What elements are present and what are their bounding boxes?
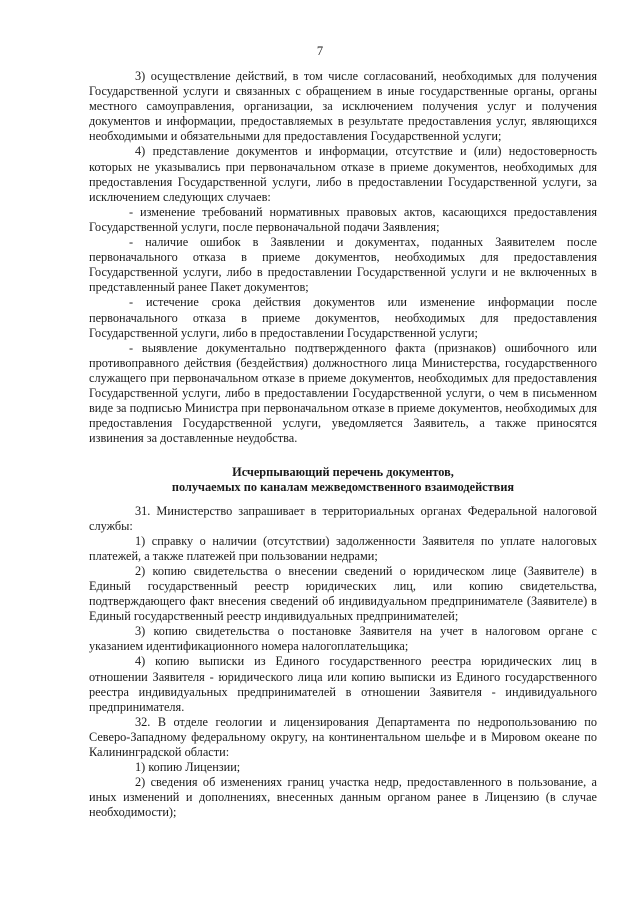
page-number: 7 [316,44,324,58]
paragraph-31-item-3: 3) копию свидетельства о постановке Заявителя на учет в налоговом органе с указанием идентификационного номера налогоплательщика; [89,624,597,654]
exception-item-1: - изменение требований нормативных правовых актов, касающихся предоставления Государственной услуги, после первоначальной подачи Заявления; [89,204,597,234]
section-heading-line-1: Исчерпывающий перечень документов, [232,465,454,480]
paragraph-31: 31. Министерство запрашивает в территориальных органах Федеральной налоговой службы: [89,503,597,533]
paragraph-item-3: 3) осуществление действий, в том числе согласований, необходимых для получения Государственной услуги и связанных с обращением в иные государственные органы, органы местного самоуправления, организации, за исключением получения услуг и получения документов и информации, предоставляемых в результате предоставления услуг, являющихся необходимыми и обязательными для предоставления Государственной услуги; [89,69,597,144]
exception-item-2: - наличие ошибок в Заявлении и документах, поданных Заявителем после первоначального отказа в приеме документов, необходимых для предоставления Государственной услуги, либо в предоставлении Государственной услуги и не включенных в представленный ранее Пакет документов; [89,235,597,295]
paragraph-31-item-4: 4) копию выписки из Единого государственного реестра юридических лиц в отношении Заявителя - юридического лица или копию выписки из Единого государственного реестра индивидуальных предпринимателей в отношении Заявителя - индивидуального предпринимателя. [89,654,597,714]
section-heading [89,465,597,495]
paragraph-31-item-1: 1) справку о наличии (отсутствии) задолженности Заявителя по уплате налоговых платежей, а также платежей при пользовании недрами; [89,533,597,563]
paragraph-item-4: 4) представление документов и информации, отсутствие и (или) недостоверность которых не указывались при первоначальном отказе в приеме документов, необходимых для предоставления Государственной услуги, либо в предоставлении Государственной услуги, за исключением следующих случаев: [89,144,597,204]
exception-item-4: - выявление документально подтвержденного факта (признаков) ошибочного или противоправного действия (бездействия) должностного лица Министерства, государственного служащего при первоначальном отказе в приеме документов, необходимых для предоставления Государственной услуги, либо в предоставлении Государственной услуги, о чем в письменном виде за подписью Министра при первоначальном отказе в приеме документов, необходимых для предоставления Государственной услуги, уведомляется Заявитель, а также приносятся извинения за доставленные неудобства. [89,340,597,446]
paragraph-32-item-2: 2) сведения об изменениях границ участка недр, предоставленного в пользование, а иных изменений и дополнениях, внесенных данным органом ранее в Лицензию (в случае необходимости); [89,775,597,820]
paragraph-31-item-2: 2) копию свидетельства о внесении сведений о юридическом лице (Заявителе) в Единый государственный реестр юридических лиц, или копию свидетельства, подтверждающего факт внесения сведений об индивидуальном предпринимателе (Заявителе) в Единый государственный реестр индивидуальных предпринимателей; [89,563,597,624]
document-body [89,69,597,821]
paragraph-32: 32. В отделе геологии и лицензирования Департамента по недропользованию по Северо-Западному федеральному округу, на континентальном шельфе и в Мировом океане по Калининградской области: [89,714,597,760]
paragraph-32-item-1: 1) копию Лицензии; [135,760,241,775]
exception-item-3: - истечение срока действия документов или изменение информации после первоначального отказа в приеме документов, необходимых для предоставления Государственной услуги, либо в предоставлении Государственной услуги; [89,295,597,340]
section-heading-line-2: получаемых по каналам межведомственного взаимодействия [171,480,515,495]
